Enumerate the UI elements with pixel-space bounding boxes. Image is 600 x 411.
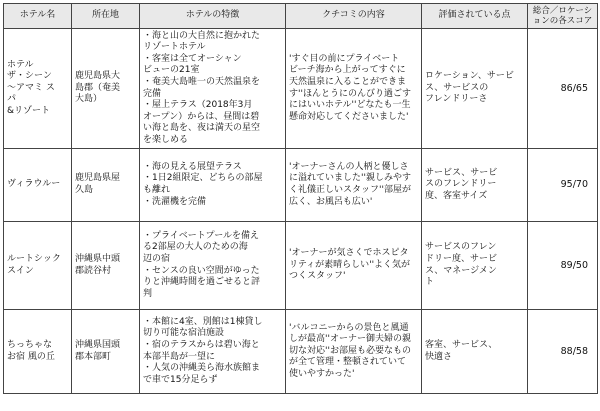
hotel-score: 95/70 — [528, 149, 598, 222]
feature-item: ・ 客室は全てオーシャン ビューの21室 — [143, 54, 282, 77]
hotel-review: 'すぐ目の前にプライベート ビーチ海から上がってすぐに 天然温泉に入ることができま す''ほんとうにのんびり過ごす にはいいホテル''どなたも一生 懸命対応してくださいました' — [286, 29, 422, 149]
hotel-features — [140, 222, 286, 310]
feature-item: ・ プライベートプールを備え る2部屋の大人のための海 辺の宿 — [143, 231, 282, 266]
header-score: 総合／ロケーションの各スコア — [528, 4, 598, 29]
feature-item: ・ 宿のテラスからは碧い海と 本部半島が一望に — [143, 340, 282, 363]
header-review: クチコミの内容 — [286, 4, 422, 29]
hotel-review: 'オーナーが気さくでホスピタ リティが素晴らしい''よく気が つくスタッフ' — [286, 222, 422, 310]
hotel-score: 86/65 — [528, 29, 598, 149]
hotel-name: ルートシック スイン — [4, 222, 72, 310]
hotel-location: 沖縄県中頭 郡読谷村 — [72, 222, 140, 310]
hotel-name: ちっちゃな お宿 風の丘 — [4, 310, 72, 394]
header-hotel-name: ホテル名 — [4, 4, 72, 29]
feature-item: ・ 洗濯機を完備 — [143, 197, 282, 209]
hotel-review: 'オーナーさんの人柄と優しさ に溢れていました''親しみやす く礼儀正しいスタッフ''部屋が 広く、お風呂も広い' — [286, 149, 422, 222]
feature-item: ・ 人気の沖縄美ら海水族館ま で車で15分足らず — [143, 363, 282, 386]
header-location: 所在地 — [72, 4, 140, 29]
hotel-features — [140, 29, 286, 149]
hotel-praised-points: ロケーション、サービ ス、サービスの フレンドリーさ — [422, 29, 528, 149]
header-praised: 評価されている点 — [422, 4, 528, 29]
feature-item: ・ 海と山の大自然に抱かれた リゾートホテル — [143, 31, 282, 54]
hotel-praised-points: 客室、サービス、 快適さ — [422, 310, 528, 394]
hotel-praised-points: サービス、サービ スのフレンドリー 度、客室サイズ — [422, 149, 528, 222]
hotel-name: ホテル ザ・シーン 〜アマミ ス パ &リゾート — [4, 29, 72, 149]
hotel-review: 'バルコニーからの景色と風通 しが最高''オーナー御夫婦の親 切な対応''お部屋も必要なもの が全て管理・整頓されていて 使いやすかった' — [286, 310, 422, 394]
header-row — [4, 4, 598, 29]
table-row — [4, 29, 598, 149]
feature-item: ・ 海の見える展望テラス — [143, 162, 282, 174]
hotel-location: 鹿児島県屋 久島 — [72, 149, 140, 222]
feature-item: ・ 屋上テラス（2018年3月 オープン）からは、昼間は碧 い海と島を、夜は満天の星空 を楽しめる — [143, 100, 282, 146]
hotel-features — [140, 310, 286, 394]
hotel-score: 88/58 — [528, 310, 598, 394]
hotel-features — [140, 149, 286, 222]
hotel-comparison-table — [3, 3, 598, 394]
hotel-score: 89/50 — [528, 222, 598, 310]
header-features: ホテルの特徴 — [140, 4, 286, 29]
feature-item: ・ 本館に4室、別館は1棟貸し 切り可能な宿泊施設 — [143, 317, 282, 340]
table-row — [4, 310, 598, 394]
hotel-location: 沖縄県国頭 郡本部町 — [72, 310, 140, 394]
table-row — [4, 222, 598, 310]
feature-item: ・ 1日2組限定、どちらの部屋 も離れ — [143, 173, 282, 196]
hotel-name: ヴィラウルー — [4, 149, 72, 222]
hotel-location: 鹿児島県大 島郡（奄美 大島） — [72, 29, 140, 149]
feature-item: ・ 奄美大島唯一の天然温泉を 完備 — [143, 77, 282, 100]
hotel-praised-points: サービスのフレン ドリー度、サービ ス、マネージメン ト — [422, 222, 528, 310]
feature-item: ・ センスの良い空間がゆった りと沖縄時間を過ごせると評 判 — [143, 266, 282, 301]
table-row — [4, 149, 598, 222]
